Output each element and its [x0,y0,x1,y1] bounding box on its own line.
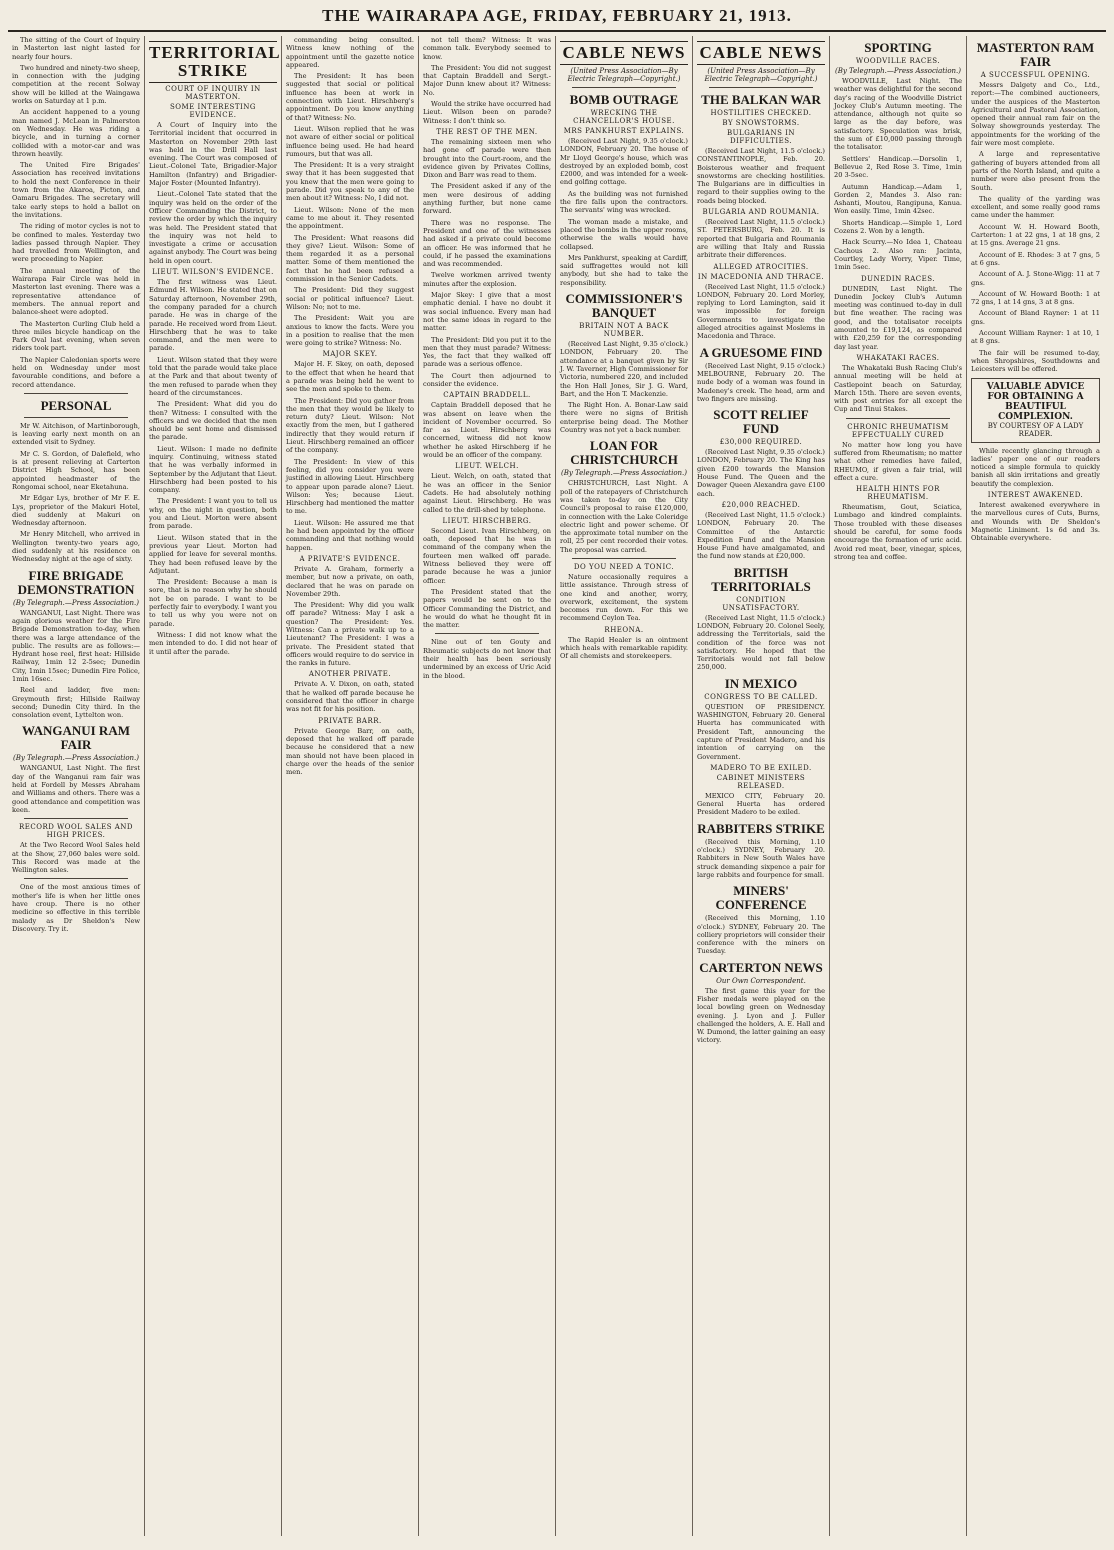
news-paragraph: Autumn Handicap.—Adam 1, Gorden 2, Mandes 3. Also ran: Ashanti, Moutou, Rangipuna, Kanua. Won easily. Time, 1min 42sec. [834,182,962,216]
news-paragraph: The President: Wait you are anxious to know the facts. Were you in a position to realise that the men were going to strike? Witness: No. [286,314,414,348]
news-paragraph: not tell them? Witness: It was common talk. Everybody seemed to know. [423,36,551,61]
news-paragraph: The President stated that the papers would be sent on to the Officer Commanding the District, and he would do what he thought fit in the matter. [423,587,551,630]
news-paragraph: Lieut. Wilson: None of the men came to me about it. They resented the appointment. [286,205,414,231]
divider [24,393,128,394]
news-paragraph: The riding of motor cycles is not to be confined to males. Yesterday two ladies passed through Napier. They had travelled from Wellington, and were proceeding to Napier. [12,222,140,264]
news-paragraph: (Received Last Night, 9.15 o'clock.) MELBOURNE, February 20. The nude body of a woman was found in Madeney's creek. The head, arm and two fingers are missing. [697,361,825,403]
news-paragraph: Reel and ladder, five men: Greymouth first; Hillside Railway second; Dunedin City third. In the consolation event, Lyttelton won. [12,686,140,720]
heading-loan-for-christchurch: LOAN FOR CHRISTCHURCH [570,438,678,468]
news-paragraph: Lieut. Wilson stated that in the previous year Lieut. Morton had applied for leave for several months. They had been refused leave by the Adjutant. [149,533,277,575]
subheading: £20,000 REACHED. [721,500,801,509]
news-paragraph: Mr Henry Mitchell, who arrived in Wellington twenty-two years ago, died suddenly at his residence on Wednesday night at the age of sixty. [12,530,140,564]
subheading: BY SNOWSTORMS. [722,119,800,127]
advertisement-subtitle: BY COURTESY OF A LADY READER. [987,421,1084,438]
news-paragraph: The sitting of the Court of Inquiry in Masterton last night lasted for nearly four hours. [12,36,140,61]
news-paragraph: The United Fire Brigades' Association has received invitations to hold the next Conference in their town from the Akaroa, Picton, and Oamaru Brigades. The secretary will take early steps to hold a ballot on the invitations. [12,161,140,219]
news-paragraph: (Received Last Night, 9.35 o'clock.) LONDON, February 20. The attendance at a banquet given by Sir J. W. Taverner, High Commissioner for Victoria, numbered 220, and included the Hon Hall Jones, Sir J. G. Ward, Bart, and the Hon T. Mackenzie. [560,340,688,398]
news-paragraph: The Napier Caledonian sports were held on Wednesday under most favourable conditions, and before a record attendance. [12,355,140,389]
subheading: CONGRESS TO BE CALLED. [704,692,818,701]
news-paragraph: A large and representative gathering of buyers attended from all parts of the North Island, and quite a number were also present from the South. [971,150,1100,192]
news-paragraph: QUESTION OF PRESIDENCY. WASHINGTON, February 20. General Huerta has communicated with President Taft, announcing the capture of President Madero, and his intention of carrying on the Government. [697,702,825,761]
news-paragraph: Account of A. J. Stone-Wigg: 11 at 7 gns. [971,270,1100,287]
news-paragraph: The remaining sixteen men who had gone off parade were then brought into the Court-room, and the evidence given by Privates Collins, Dixon and Barr was read to them. [423,137,551,180]
heading-territorial-strike: TERRITORIAL STRIKE [149,41,277,83]
byline: (By Telegraph.—Press Association.) [560,469,688,478]
news-paragraph: The President: You did not suggest that Captain Braddell and Sergt.-Major Dunn knew about it? Witness: No. [423,63,551,97]
subheading: BULGARIA AND ROUMANIA. [702,208,820,217]
advertisement-paragraph: No matter how long you have suffered from Rheumatism; no matter what other remedies have failed, RHEUMO, if given a fair trial, will effect a cure. [834,440,962,482]
news-paragraph: Hack Scurry.—No Idea 1, Chateau Cachous 2. Also ran: Jacinta, Courtley, Lady Worry, Viper. Time, 1min 5sec. [834,238,962,272]
subheading-lieut-welch: LIEUT. WELCH. [455,462,519,471]
news-paragraph: Captain Braddell deposed that he was absent on leave when the incident of November occurred. So far as Lieut. Hirschberg was concerned, witness did not know whether he asked Hirschberg if he would be an officer of the company. [423,401,551,460]
advertisement-paragraph: One of the most anxious times of mother's life is when her little ones have croup. There is no other medicine so effective in this terrible malady as Dr Sheldon's New Discovery. Try it. [12,883,140,933]
news-paragraph: The President: In view of this feeling, did you consider you were justified in allowing Lieut. Hirschberg to appear upon parade alone? Lieut. Wilson: Yes; because Lieut. Hirschberg had mentioned the matter to me. [286,457,414,516]
column-8 [967,36,1104,1536]
news-paragraph: The President: I want you to tell us why, on the night in question, both you and Lieut. Morton were absent from parade. [149,497,277,531]
subheading: BRITAIN NOT A BACK NUMBER. [579,322,669,339]
heading-carterton-news: CARTERTON NEWS [699,959,823,975]
heading-health-hints: HEALTH HINTS FOR RHEUMATISM. [856,485,940,502]
heading-masterton-ram-fair: MASTERTON RAM FAIR [976,40,1095,69]
column-3 [282,36,419,1536]
news-paragraph: A Court of Inquiry into the Territorial incident that occurred in Masterton on November 29th last was held in the Drill Hall last evening. The Court was composed of Lieut.-Colonel Tate, Brigadier-Major Hamilton (Infantry) and Brigadier-Major Foster (Mounted Infantry). [149,121,277,188]
news-paragraph: The Right Hon. A. Bonar-Law said there were no signs of British enterprise being dead. The Mother Country was not yet a back number. [560,401,688,435]
news-paragraph: Lieut. Wilson stated that they were told that the parade would take place at the Park and that about twenty of the men refused to parade when they heard of the circumstances. [149,355,277,397]
news-paragraph: As the building was not furnished the fire falls upon the contractors. The servants' wing was wrecked. [560,189,688,215]
column-1 [8,36,145,1536]
heading-wool-sales: RECORD WOOL SALES AND HIGH PRICES. [18,823,134,840]
news-paragraph: Account of W. Howard Booth: 1 at 72 gns, 1 at 14 gns, 3 at 8 gns. [971,289,1100,307]
divider [709,87,813,88]
heading-whakataki-races: WHAKATAKI RACES. [856,353,940,362]
news-paragraph: Private George Barr, on oath, deposed that he walked off parade because he considered that a new man should not have been placed in charge over the heads of the senior men. [286,726,414,777]
news-paragraph: Shorts Handicap.—Simple 1, Lord Cozens 2. Won by a length. [834,218,962,236]
news-paragraph: CHRISTCHURCH, Last Night. A poll of the ratepayers of Christchurch was taken to-day on the City Council's proposal to raise £120,000, in connection with the Lake Coleridge electric light and power scheme. Of the approximate total number on the roll, 25 per cent recorded their votes. The proposal was carried. [560,479,688,554]
news-paragraph: The President asked if any of the men were desirous of adding anything further, but none came forward. [423,182,551,216]
heading-sporting: SPORTING [864,40,932,55]
masthead: THE WAIRARAPA AGE, FRIDAY, FEBRUARY 21, 1913. [8,6,1106,32]
heading-rabbiters-strike: RABBITERS STRIKE [697,820,825,836]
subheading: BULGARIANS IN DIFFICULTIES. [727,129,795,145]
heading-alleged-atrocities: ALLEGED ATROCITIES. [713,262,809,271]
divider [24,417,128,418]
news-paragraph: Witness: I did not know what the men intended to do. I did not hear of it until after the parade. [149,630,277,656]
news-paragraph: An accident happened to a young man named J. McLean in Palmerston on Wednesday. He was riding a bicycle, and in turning a corner collided with a motor-car and was thrown heavily. [12,108,140,158]
subheading: WRECKING THE CHANCELLOR'S HOUSE. [573,109,675,125]
heading-cable-news: CABLE NEWS [697,41,825,65]
news-paragraph: DUNEDIN, Last Night. The Dunedin Jockey Club's Autumn meeting was continued to-day in dull but fine weather. The racing was good, and the totalisator receipts amounted to £19,124, as compared with £20,259 for the corresponding day last year. [834,284,962,351]
news-paragraph: WANGANUI, Last Night. The first day of the Wanganui ram fair was held at Fordell by Messrs Abraham and Williams and others. There was a good attendance and competition was keen. [12,764,140,814]
news-paragraph: The President: What did you do then? Witness: I consulted with the officers and we decided that the men should be sent home and dismissed the parade. [149,400,277,442]
news-paragraph: (Received Last Night, 9.35 o'clock.) LONDON, February 20. The house of Mr Lloyd George's house, which was destroyed by an exploded bomb, cost £2000, and was intended for a week-end golfing cottage. [560,137,688,187]
heading-fire-brigade: FIRE BRIGADE DEMONSTRATION [17,567,135,597]
advertisement-paragraph: Nature occasionally requires a little assistance. Through stress of one kind and another, worry, overwork, excitement, the system becomes run down. For this we recommend Ceylon Tea. [560,572,688,623]
subheading: CABINET MINISTERS RELEASED. [716,773,806,790]
news-paragraph: The Masterton Curling Club held a three miles bicycle handicap on the Park Oval last evening, when seven riders took part. [12,319,140,353]
advertisement-paragraph: Nine out of ten Gouty and Rheumatic subjects do not know that their health has been seriously undermined by an excess of Uric Acid in the blood. [423,638,551,680]
heading-miners-conference: MINERS' CONFERENCE [715,883,807,913]
byline: (By Telegraph.—Press Association.) [12,598,140,607]
subheading-private-evidence: A PRIVATE'S EVIDENCE. [299,554,401,563]
news-paragraph: Messrs Dalgety and Co., Ltd., report:—The combined auctioneers, under the auspices of the Masterton Agricultural and Pastoral Association, opened their annual ram fair on the Solway showgrounds yesterday. The appointments for the working of the fair were most complete. [971,81,1100,148]
news-paragraph: (Received Last Night, 11.5 o'clock.) CONSTANTINOPLE, Feb. 20. Boisterous weather and frequent snowstorms are checking hostilities. The Bulgarians are in difficulties in regard to their supplies owing to the roads being blocked. [697,147,825,205]
heading-in-mexico: IN MEXICO [724,675,798,691]
column-5 [556,36,693,1536]
news-paragraph: Major Skey: I give that a most emphatic denial. I have no doubt it was social influence. Every man had not the same ideas in regard to the matter. [423,291,551,333]
news-paragraph: Mr C. S. Gordon, of Dalefield, who is at present relieving at Carterton District High School, has been appointed headmaster of the Rongomai school, near Eketahuna. [12,449,140,491]
divider [24,878,128,879]
news-paragraph: WANGANUI, Last Night. There was again glorious weather for the Fire Brigade Demonstration to-day, when there was a large attendance of the public. The results are as follows:—Hydrant hose reel, first heat: Hillside Railway, 1min 12 2-5sec; Dunedin City, 1min 15sec; Dunedin Fire Police, 1min 16sec. [12,608,140,683]
news-paragraph: (Received Last Night, 11.5 o'clock.) LONDON, February 20. Lord Morley, replying to Lord Lamington, said it was impossible for foreign Governments to investigate the alleged atrocities against Moslems in Macedonia and Thrace. [697,282,825,341]
news-paragraph: Would the strike have occurred had Lieut. Wilson been on parade? Witness: I don't think so. [423,100,551,125]
news-paragraph: Private A. V. Dixon, on oath, stated that he walked off parade because he considered that the officer in charge was not fit for his position. [286,680,414,714]
news-paragraph: Lieut.-Colonel Tate stated that the inquiry was held on the order of the Officer Commanding the District, to review the order by which the inquiry was held. The President stated that the inquiry was not held to investigate a crime or accusation against anybody. The Court was being held in open court. [149,190,277,265]
news-paragraph: Account W. H. Howard Booth, Carterton: 1 at 22 gns, 1 at 18 gns, 2 at 15 gns. Average 21 gns. [971,222,1100,248]
heading-wanganui-ram-fair: WANGANUI RAM FAIR [22,723,130,753]
news-paragraph: Private A. Graham, formerly a member, but now a private, on oath, declared that he was on parade on November 29th. [286,564,414,598]
subheading-another-private: ANOTHER PRIVATE. [308,670,392,679]
heading-scott-relief-fund: SCOTT RELIEF FUND [713,407,809,437]
news-paragraph: Lieut. Wilson replied that he was not aware of either social or political influence being used. He had heard rumours, but that was all. [286,124,414,158]
divider [435,633,539,634]
advertisement-paragraph: While recently glancing through a ladies' paper one of our readers noticed a simple formula to quickly banish all skin irritations and greatly beautify the complexion. [971,446,1100,488]
subheading-captain-braddell: CAPTAIN BRADDELL. [443,391,531,400]
subheading-lieut-hirschberg: LIEUT. HIRSCHBERG. [442,516,532,525]
news-paragraph: WOODVILLE, Last Night. The weather was delightful for the second day's racing of the Woodville District Jockey Club's Autumn meeting. The attendance, although not quite so large as the day before, was satisfactory. Speculation was brisk, the sum of £10,000 passing through the totalisator. [834,77,962,152]
heading-chronic-rheumatism: CHRONIC RHEUMATISM EFFECTUALLY CURED [847,422,949,439]
subheading: SOME INTERESTING EVIDENCE. [169,103,257,119]
heading-tonic: DO YOU NEED A TONIC. [573,562,675,571]
news-paragraph: commanding being consulted. Witness knew nothing of the appointment until the gazette notice appeared. [286,36,414,69]
heading-personal: PERSONAL [40,397,112,413]
subheading: A SUCCESSFUL OPENING. [980,71,1091,79]
news-paragraph: Mr Edgar Lys, brother of Mr F. E. Lys, proprietor of the Makuri Hotel, died suddenly at Makuri on Wednesday afternoon. [12,494,140,528]
news-paragraph: The Whakataki Bush Racing Club's annual meeting will be held at Castlepoint beach on Saturday, March 15th. There are seven events, with post entries for all except the Cup and Tinui Stakes. [834,363,962,414]
news-paragraph: At the Two Record Wool Sales held at the Show, 27,060 bales were sold. This Record was made at the Wellington sales. [12,841,140,875]
byline: (By Telegraph.—Press Association.) [12,754,140,763]
divider [572,87,676,88]
news-paragraph: The quality of the yarding was excellent, and some really good rams came under the hammer. [971,194,1100,220]
news-paragraph: The fair will be resumed to-day, when Shropshires, Southdowns and Leicesters will be offered. [971,348,1100,374]
news-paragraph: Two hundred and ninety-two sheep, in connection with the judging competition at the recent Solway show will be killed at the Waingawa works on Saturday at 1 p.m. [12,63,140,106]
byline: (United Press Association—By Electric Telegraph—Copyright.) [567,67,681,83]
news-paragraph: Lieut. Wilson: I made no definite inquiry. Continuing, witness stated that he was verbally informed in September by the Adjutant that Lieut. Hirschberg had been posted to his company. [149,444,277,495]
columns [8,36,1106,1536]
advertisement-box [971,378,1100,443]
news-paragraph: (Received Last Night, 11.5 o'clock.) LONDON, February 20. Colonel Seely, addressing the Territorials, said the condition of the force was not satisfactory. He hoped that the Territorials would not fall below 250,000. [697,613,825,672]
subheading: CONDITION UNSATISFACTORY. [722,595,800,612]
news-paragraph: (Received Last Night, 11.5 o'clock.) ST. PETERSBURG, Feb. 20. It is reported that Bulgaria and Roumania are willing that Italy and Russia arbitrate their differences. [697,218,825,260]
heading-commissioners-banquet: COMMISSIONER'S BANQUET [565,291,683,321]
subheading: £30,000 REQUIRED. [719,438,803,447]
heading-rheona: RHEONA. [604,625,644,634]
news-paragraph: The President: Why did you walk off parade? Witness: May I ask a question? The President: Yes. Witness: Can a private walk up to a Lieutenant? The President: I was a private. The President stated that officers would require to do service in the ranks in future. [286,601,414,668]
byline: Our Own Correspondent. [716,976,806,985]
news-paragraph: The first witness was Lieut. Edmund H. Wilson. He stated that on Saturday afternoon, November 29th, the company paraded for a church parade. He was in charge of the parade. He received word from Lieut. Hirschberg that he was to take command, and the men were to parade. [149,278,277,353]
column-4 [419,36,556,1536]
column-2 [145,36,282,1536]
byline: (By Telegraph.—Press Association.) [834,67,962,75]
news-paragraph: The President: What reasons did they give? Lieut. Wilson: Some of them regarded it as a personal matter. Some of them mentioned the fact that he had been refused a commission in the Senior Cadets. [286,233,414,284]
news-paragraph: (Received Last Night, 9.35 o'clock.) LONDON, February 20. The King has given £200 towards the Mansion House Fund. The Queen and the Dowager Queen Alexandra gave £100 each. [697,448,825,498]
subheading-major-skey: MAJOR SKEY. [322,350,378,359]
news-paragraph: Major H. F. Skey, on oath, deposed to the effect that when he heard that a parade was being held he went to see the men and spoke to them. [286,360,414,394]
column-6 [693,36,830,1536]
heading-bomb-outrage: BOMB OUTRAGE [569,92,679,107]
heading-british-territorials: BRITISH TERRITORIALS [711,564,811,594]
subheading-wilson-evidence: LIEUT. WILSON'S EVIDENCE. [152,268,274,277]
subheading: HOSTILITIES CHECKED. [710,109,812,117]
heading-interest-awakened: INTEREST AWAKENED. [987,490,1084,499]
news-paragraph: The woman made a mistake, and placed the bombs in the upper rooms, otherwise the walls would have collapsed. [560,217,688,251]
news-paragraph: (Received Last Night, 11.5 o'clock.) LONDON, February 20. The Committee of the Antarctic Expedition Fund and the Mansion House Fund have amalgamated, and the fund now stands at £20,000. [697,510,825,561]
news-paragraph: Account of E. Rhodes: 3 at 7 gns, 5 at 6 gns. [971,250,1100,267]
divider [572,558,676,559]
news-paragraph: Lieut. Welch, on oath, stated that he was an officer in the Senior Cadets. He had absolutely nothing against Lieut. Hirschberg. He was called to the drill-shed by telephone. [423,472,551,514]
subheading: MADERO TO BE EXILED. [710,763,812,772]
news-paragraph: The President: Did you gather from the men that they would be likely to return duty? Lieut. Wilson: Not exactly from the men, but I gathered indirectly that they would return if Lieut. Hirschberg remained an officer of the company. [286,396,414,455]
news-paragraph: There was no response. The President and one of the witnesses had asked if a private could become an officer. He was informed that he could, if he passed the examinations and was recommended. [423,218,551,269]
news-paragraph: Mrs Pankhurst, speaking at Cardiff, said suffragettes would not kill anybody, but she had to take the responsibility. [560,253,688,287]
advertisement-paragraph: The Rapid Healer is an ointment which heals with remarkable rapidity. Of all chemists and storekeepers. [560,635,688,661]
news-paragraph: (Received this Morning, 1.10 o'clock.) SYDNEY, February 20. Rabbiters in New South Wales have struck demanding sixpence a pair for large rabbits and fourpence for small. [697,837,825,879]
heading-gruesome-find: A GRUESOME FIND [699,344,823,360]
advertisement-paragraph: Interest awakened everywhere in the marvellous cures of Cuts, Burns, and Wounds with Dr Sheldon's Magnetic Liniment. 1s 6d and 3s. Obtainable everywhere. [971,500,1100,543]
news-paragraph: Account of Bland Rayner: 1 at 11 gns. [971,309,1100,326]
news-paragraph: Twelve workmen arrived twenty minutes after the explosion. [423,271,551,288]
heading-cable-news: CABLE NEWS [560,41,688,65]
news-paragraph: MEXICO CITY, February 20. General Huerta has ordered President Madero to be exiled. [697,791,825,817]
column-7 [830,36,967,1536]
divider [24,818,128,819]
heading-dunedin-races: DUNEDIN RACES. [860,274,936,283]
news-paragraph: The annual meeting of the Wairarapa Fair Circle was held in Masterton last evening. There was a representative attendance of members. The annual report and balance-sheet were adopted. [12,266,140,317]
heading-balkan-war: THE BALKAN WAR [701,92,821,107]
news-paragraph: Settlers' Handicap.—Dorsolin 1, Bellevue 2, Red Rose 3. Time, 1min 20 3-5sec. [834,154,962,180]
subheading: WOODVILLE RACES. [855,57,941,65]
subheading-rest-of-men: THE REST OF THE MEN. [436,127,538,136]
advertisement-title: VALUABLE ADVICE FOR OBTAINING A BEAUTIFUL COMPLEXION. [986,381,1085,422]
news-paragraph: Mr W. Aitchison, of Martinborough, is leaving early next month on an extended visit to Sydney. [12,421,140,447]
news-paragraph: The first game this year for the Fisher medals were played on the local bowling green on Wednesday evening. J. Lyon and J. Fuller challenged the holders, A. E. Hall and W. Dumond, the latter gaining an easy victory. [697,986,826,1045]
subheading: IN MACEDONIA AND THRACE. [697,272,825,281]
news-paragraph: Lieut. Wilson: He assured me that he had been appointed by the officer commanding and that nothing would happen. [286,518,414,552]
news-paragraph: The Court then adjourned to consider the evidence. [423,371,551,388]
news-paragraph: (Received this Morning, 1.10 o'clock.) SYDNEY, February 20. The colliery proprietors will consider their conference with the miners on Tuesday. [697,914,825,956]
byline: (United Press Association—By Electric Telegraph—Copyright.) [704,67,818,83]
news-paragraph: Account William Rayner: 1 at 10, 1 at 8 gns. [971,329,1100,346]
subheading-private-barr: PRIVATE BARR. [318,716,382,725]
subheading: COURT OF INQUIRY IN MASTERTON. [165,85,261,101]
news-paragraph: The President: It has been suggested that social or political influence has been at work in connection with Lieut. Hirschberg's appointment. Do you know anything of that? Witness: No. [286,72,414,122]
subheading: MRS PANKHURST EXPLAINS. [563,127,685,135]
news-paragraph: The President: Did you put it to the men that they must parade? Witness: Yes, the fact that they walked off parade was a serious offence. [423,335,551,369]
news-paragraph: The President: It is a very straight sway that it has been suggested that you knew that the men were going to parade. Did you speak to any of the men about it? Witness: No, I did not. [286,161,414,203]
divider [846,418,950,419]
news-paragraph: The President: Because a man is sore, that is no reason why he should not be on parade. I want to be perfectly fair to everybody. I want you to tell us why you were not on parade. [149,578,277,628]
news-paragraph: Second Lieut. Ivan Hirschberg, on oath, deposed that he was in command of the company when the fourteen men walked off parade. Witness believed they were off parade because he was a junior officer. [423,526,551,585]
advertisement-paragraph: Rheumatism, Gout, Sciatica, Lumbago and kindred complaints. Those troubled with these diseases should be careful, for some foods encourage the formation of uric acid. Avoid red meat, beer, vinegar, spices, strong tea and coffee. [834,503,962,561]
news-paragraph: The President: Did they suggest social or political influence? Lieut. Wilson: No; not to me. [286,286,414,311]
